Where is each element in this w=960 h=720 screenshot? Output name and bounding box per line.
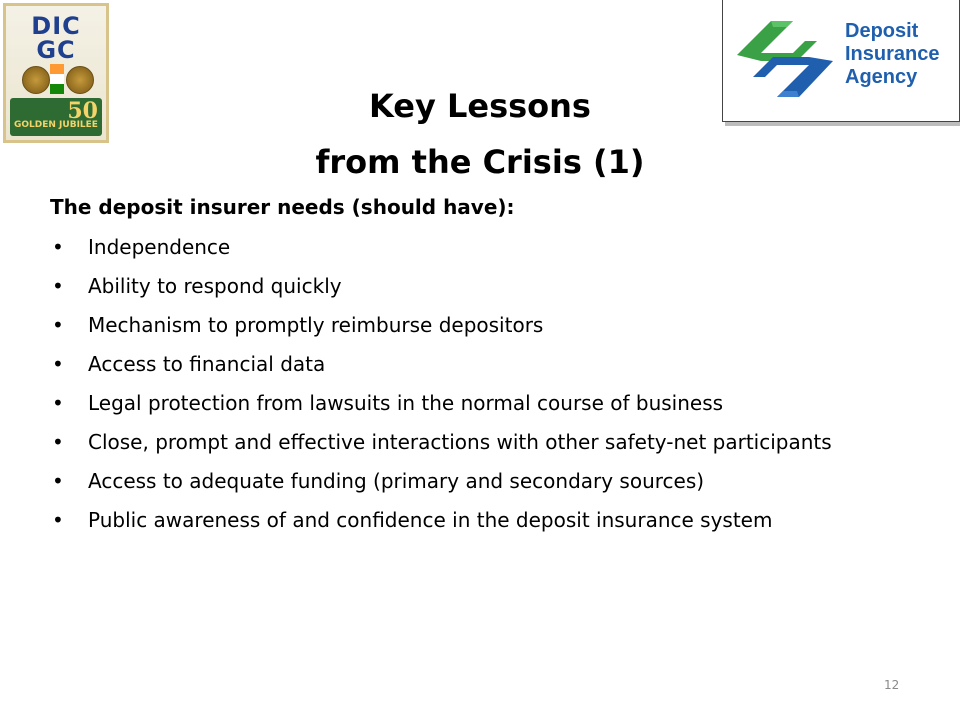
slide-title-line-1: Key Lessons [369, 87, 591, 125]
page-number: 12 [884, 678, 900, 692]
fifty-years-mark: 50 [67, 98, 98, 124]
list-item [50, 429, 910, 456]
tricolor-flag-icon [50, 64, 64, 94]
bullet-icon: • [52, 430, 64, 454]
intro-statement: The deposit insurer needs (should have): [50, 195, 515, 219]
bullet-icon: • [52, 469, 64, 493]
dia-logo-line-deposit: Deposit [845, 20, 919, 42]
list-item-text: Mechanism to promptly reimburse depositors [88, 313, 544, 337]
list-item [50, 468, 910, 495]
lessons-bullet-list [50, 234, 910, 546]
list-item [50, 390, 910, 417]
list-item-text: Access to adequate funding (primary and secondary sources) [88, 469, 705, 493]
slide-title [240, 78, 720, 190]
emblem-icon [66, 66, 94, 94]
bullet-icon: • [52, 235, 64, 259]
seal-icon [22, 66, 50, 94]
deposit-insurance-agency-logo [722, 0, 960, 122]
golden-jubilee-text: GOLDEN JUBILEE [14, 120, 98, 130]
dia-logo-line-insurance: Insurance [845, 43, 940, 65]
dicgc-golden-jubilee-logo [3, 3, 109, 143]
bullet-icon: • [52, 274, 64, 298]
bullet-icon: • [52, 313, 64, 337]
bullet-icon: • [52, 391, 64, 415]
dicgc-logo-lettering-gc: GC [36, 36, 76, 64]
list-item-text: Ability to respond quickly [88, 274, 342, 298]
list-item-text: Close, prompt and effective interactions with other safety-net participants [88, 430, 832, 454]
dia-emblem-icon [731, 15, 839, 103]
dia-logo-line-agency: Agency [845, 66, 918, 88]
list-item [50, 234, 910, 261]
bullet-icon: • [52, 352, 64, 376]
list-item [50, 507, 910, 534]
list-item-text: Legal protection from lawsuits in the normal course of business [88, 391, 724, 415]
list-item [50, 312, 910, 339]
list-item [50, 273, 910, 300]
dicgc-logo-lettering-dic: DIC [31, 12, 81, 40]
list-item-text: Independence [88, 235, 231, 259]
slide-title-line-2: from the Crisis (1) [315, 143, 645, 181]
list-item [50, 351, 910, 378]
bullet-icon: • [52, 508, 64, 532]
list-item-text: Public awareness of and confidence in the deposit insurance system [88, 508, 773, 532]
list-item-text: Access to financial data [88, 352, 326, 376]
